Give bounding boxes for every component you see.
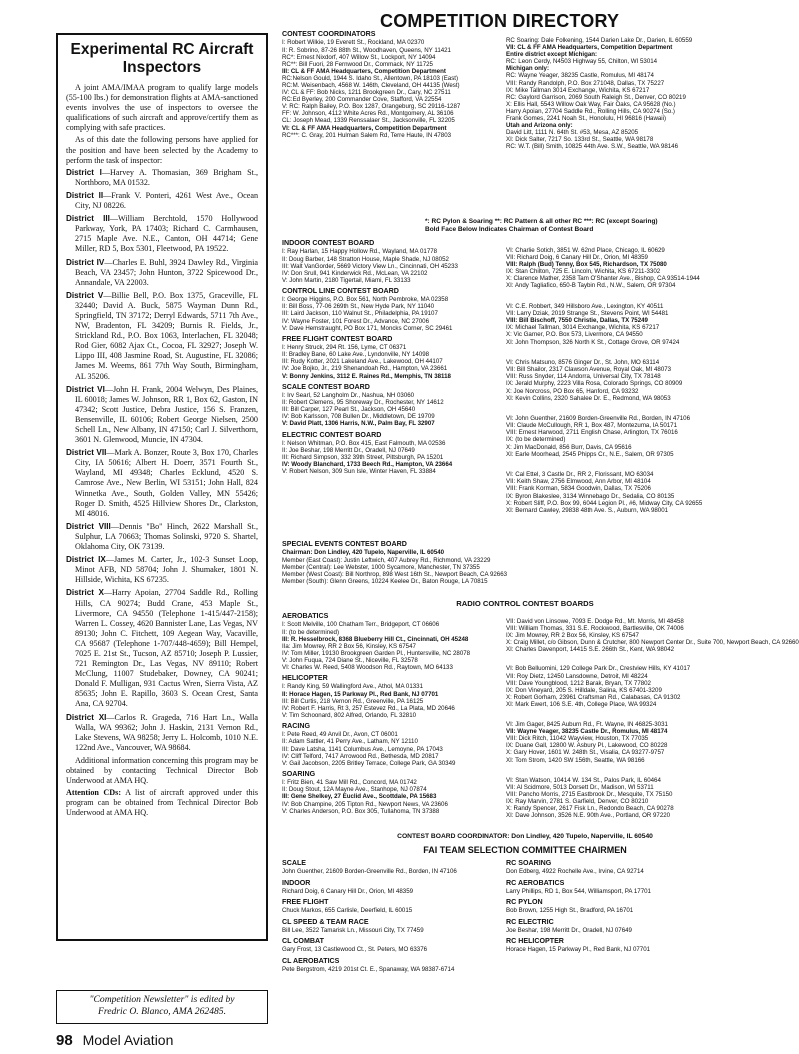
- district-text: —Billie Bell, P.O. Box 1375, Graceville, FL 32440; David A. Buck, 5875 Wayman Dunn Rd., Springfield, TN 37172; Derryl Edwards, 5711 7th Ave., NW, Bradenton, FL 34209; Burnis R. Fields, Jr., Strickland Rd., P.O. Box 1063, Interlachen, FL 32048; Rod Gier, 6082 Ajax Ct., Cocoa, FL 32927; Joseph W. Lippo III, 408 Jasmine Road, St. Augustine, FL 32086; James M. Weems, 861 77th Way South, Birmingham, AL 35206.: [75, 290, 258, 381]
- district-entry: [66, 291, 258, 382]
- rc-board-line: VIII: Dick Ritch, 11042 Wayview, Houston, TX 77035: [506, 735, 649, 743]
- coordinator-line: II: R. Sobrino, 87-26 88th St., Woodhaven, Queens, NY 11421: [282, 46, 451, 54]
- board-member-line: IV: Woody Blanchard, 1733 Beech Rd., Hampton, VA 23664: [282, 461, 453, 469]
- board-member-line: I: Henry Struck, 294 Rt. 156, Lyme, CT 06371: [282, 344, 407, 352]
- rc-board-line: VIII: Dave Youngblood, 1212 Barak, Bryan, TX 77802: [506, 679, 651, 687]
- rc-board-line: IV: Tom Miller, 19130 Brookgreen Garden Pl., Huntersville, NC 28078: [282, 649, 471, 657]
- fai-chairman: Gary Frost, 13 Castlewood Ct., St. Peters, MO 63376: [282, 946, 428, 954]
- rc-board-line: IX: Ray Marvin, 2781 S. Garfield, Denver, CO 80210: [506, 797, 649, 805]
- coordinator-line: Harry Apoian, 27704 Saddle Rd., Rolling Hills, CA 90274 (So.): [506, 107, 675, 115]
- special-events-line: Member (South): Glenn Greens, 10224 Keelee Dr., Baton Rouge, LA 70815: [282, 577, 488, 585]
- rc-board-line: V: Gail Jacobson, 2205 Britley Terrace, College Park, GA 30349: [282, 759, 456, 767]
- credit-line-2: Fredric O. Blanco, AMA 262485.: [98, 1005, 226, 1017]
- board-member-line: II: Joe Beshar, 198 Merritt Dr., Oradell, NJ 07649: [282, 447, 415, 454]
- district-name: District III: [66, 214, 110, 224]
- district-name: District IV: [66, 257, 105, 267]
- inspectors-box: [56, 33, 268, 941]
- chairman-note: Bold Face Below Indicates Chairman of Contest Board: [425, 226, 594, 233]
- board-member-line: VII: Keith Shaw, 2756 Elmwood, Ann Arbor, MI 48104: [506, 478, 651, 486]
- district-entry: [66, 385, 258, 446]
- board-member-line: III: Laird Jackson, 110 Walnut St., Philadelphia, PA 19107: [282, 310, 438, 318]
- board-member-line: XI: Earle Moorhead, 2545 Phipps Cr., N.E., Salem, OR 97305: [506, 450, 674, 458]
- district-text: —Carlos R. Grageda, 716 Hart Ln., Walla Walla, WA 99362; John J. Haskin, 2131 Vernon Rd., Lake Stevens, WA 98258; Jerry L. Holcomb, 1010 N.E. 122nd Ave., Vancouver, WA 98684.: [75, 712, 258, 752]
- boards-left-list: [282, 239, 504, 475]
- board-member-line: IV: Bob Karlsson, 708 Bullen Dr., Middletown, DE 19709: [282, 413, 435, 421]
- fai-left: [282, 856, 504, 1036]
- fai-left-list: [282, 859, 504, 973]
- rc-board-line: IX: Duane Gall, 12800 W. Asbury Pl., Lakewood, CO 80228: [506, 742, 668, 750]
- board-member-line: XI: John Thompson, 326 North K St., Cottage Grove, OR 97424: [506, 338, 680, 346]
- rc-board-line: VI: Charles W. Reed, 5408 Woodson Rd., Raytown, MO 64133: [282, 663, 453, 671]
- board-member-line: VI: John Guenther, 21609 Borden-Greenville Rd., Borden, IN 47106: [506, 415, 690, 423]
- credit-line-1: "Competition Newsletter" is edited by: [89, 994, 235, 1005]
- board-member-line: III: Bill Carper, 127 Pearl St., Jackson, OH 45640: [282, 406, 416, 414]
- rc-board-heading: SOARING: [282, 769, 316, 778]
- rc-board-line: V: Tim Schoonard, 802 Alfred, Orlando, FL 32810: [282, 711, 417, 719]
- page-number: 98: [56, 1032, 73, 1049]
- district-entry: [66, 214, 258, 254]
- fai-right: [506, 856, 768, 1036]
- rc-group-spacer: [506, 653, 768, 665]
- rc-board-line: III: Bill Curtis, 218 Vernon Rd., Greenville, PA 16125: [282, 697, 424, 705]
- district-list: [66, 168, 258, 753]
- fai-heading: RC SOARING: [506, 859, 552, 867]
- fai-heading: RC AEROBATICS: [506, 878, 565, 887]
- district-name: District I: [66, 167, 102, 177]
- coordinator-line: Utah and Arizona only:: [506, 122, 573, 130]
- rc-board-line: X: Randy Spencer, 2617 Fisk Ln., Redondo Beach, CA 90278: [506, 804, 674, 812]
- rc-board-heading: AEROBATICS: [282, 612, 329, 620]
- district-text: —Harry Apoian, 27704 Saddle Rd., Rolling Hills, CA 90274; Budd Crane, 453 Maple St., Livermore, CA 94550 (Telephone 1-415/447-2158); Warren L. Cossey, 4620 Bannister Lane, Las Vegas, NV 89130; John C. Fitchett, 109 Aegean Way, Vacaville, CA 95687 (Telephone 1-707/448-4659); Bill Hempel, 7025 E. 21st St., Tucson, AZ 85710; Joseph P. Lussier, 721 Remington Dr., Las Vegas, NV 89110; Robert McClung, 11007 Studebaker, Downey, CA 90241; Donald F. Mulligan, 931 Cactus Wren, Sierra Vista, AZ 85635; John E. Rapillo, 3603 S. Ocean Crest, Santa Ana, CA 92704.: [75, 588, 258, 709]
- rc-boards-right-list: [506, 618, 799, 820]
- contest-board-coordinator: CONTEST BOARD COORDINATOR: Don Lindley, 420 Tupelo, Naperville, IL 60540: [397, 833, 653, 840]
- fai-heading: SCALE: [282, 859, 307, 867]
- board-member-line: X: Vic Garner, P.O. Box 573, Livermore, CA 94550: [506, 331, 643, 339]
- board-member-line: VII: Larry Dziak, 2019 Strange St., Stevens Point, WI 54481: [506, 310, 669, 318]
- board-member-line: XI: Andy Tagliafico, 650-B Taybin Rd., N.W., Salem, OR 97304: [506, 282, 676, 290]
- inspectors-intro: A joint AMA/IMAA program to qualify large models (55-100 lbs.) for demonstration flights at AMA-sanctioned events involves the use of inspectors to oversee the qualifications of such aircraft and approve/certify them as complying with safe practices.: [66, 83, 258, 133]
- rc-board-line: VII: David von Linsowe, 7093 E. Dodge Rd., Mt. Morris, MI 48458: [506, 618, 684, 625]
- district-entry: [66, 191, 258, 211]
- board-heading: ELECTRIC CONTEST BOARD: [282, 430, 382, 439]
- fai-heading: RC PYLON: [506, 898, 543, 906]
- coordinator-line: III: CL & FF AMA Headquarters, Competition Department: [282, 67, 446, 75]
- district-entry: [66, 448, 258, 519]
- board-member-line: VI: C.E. Robbert, 349 Hillsboro Ave., Lexington, KY 40511: [506, 303, 664, 311]
- coordinator-line: CL: Joseph Mead, 1339 Renssalaer St., Jacksonville, FL 32205: [282, 117, 455, 125]
- board-member-line: V: Bonny Jenkins, 3112 E. Raines Rd., Memphis, TN 38118: [282, 372, 451, 380]
- rc-board-line: XI: Dave Johnson, 3526 N.E. 90th Ave., Portland, OR 97220: [506, 812, 671, 820]
- district-text: —Frank V. Ponteri, 4261 West Ave., Ocean City, NJ 08226.: [75, 190, 259, 211]
- rc-group-spacer: [506, 764, 768, 777]
- coordinator-line: Michigan only:: [506, 65, 549, 73]
- coordinator-line: RC: Gaylord Garrison, 2069 South Raleigh St., Denver, CO 80219: [506, 93, 686, 101]
- rc-board-line: V: Charles Anderson, P.O. Box 305, Tullahoma, TN 37388: [282, 807, 440, 815]
- rc-board-line: VIII: Pancho Morris, 2715 Eastbrook Dr., Mesquite, TX 75150: [506, 790, 673, 798]
- board-heading: CONTROL LINE CONTEST BOARD: [282, 286, 399, 295]
- special-events-heading: SPECIAL EVENTS CONTEST BOARD: [282, 540, 407, 548]
- board-member-line: XI: Kevin Collins, 2320 Sahalee Dr. E., Redmond, WA 98053: [506, 394, 671, 402]
- coordinator-line: VII: CL & FF AMA Headquarters, Competition Department: [506, 44, 673, 52]
- district-text: —Mark A. Bonzer, Route 3, Box 170, Charles City, IA 50616; Albert H. Doerr, 3571 Fourth St., Wayland, MI 49348; Charles Ecklund, 4520 S. Camrose Ave., New Berlin, WI 53151; John Hall, 824 Winnetka Ave., South, Golden Valley, MN 55426; Roger D. Smith, 4525 Hillview Shores Dr., Clarkston, MI 48016.: [75, 448, 258, 518]
- board-member-line: VII: Claude McCullough, RR 1, Box 487, Montezuma, IA 50171: [506, 422, 678, 430]
- district-text: —James M. Carter, Jr., 102-3 Sunset Loop, Minot AFB, ND 58704; John J. Shumaker, 1801 N. Hillside, Wichita, KS 67235.: [75, 555, 258, 585]
- newsletter-credit: [56, 990, 268, 1024]
- rc-board-line: II: Horace Hagen, 15 Parkway Pl., Red Bank, NJ 07701: [282, 690, 439, 698]
- coordinator-line: VIII: Randy Randolph, P.O. Box 271048, Dallas, TX 75227: [506, 79, 665, 87]
- rc-board-line: II: Adam Sattler, 41 Perry Ave., Latham, NY 12110: [282, 738, 418, 746]
- fai-chairman: Joe Beshar, 198 Merritt Dr., Oradell, NJ 07649: [506, 926, 632, 934]
- special-events: [282, 540, 768, 602]
- district-entry: [66, 258, 258, 288]
- rc-board-line: IV: Robert F. Harris, Rt 3, 257 Estevez Rd., La Plata, MD 20646: [282, 704, 455, 712]
- district-entry: [66, 713, 258, 753]
- rc-board-line: III: R. Hesselbrock, 8368 Blueberry Hill Ct., Cincinnati, OH 45248: [282, 635, 469, 643]
- coordinator-line: RC:M. Weisenbach, 4568 W. 146th, Cleveland, OH 44135 (West): [282, 81, 460, 89]
- board-member-line: V: Robert Nelson, 309 Sun Isle, Winter Haven, FL 33884: [282, 468, 436, 476]
- board-member-line: VIII: Ralph (Bud) Tenny, Box 545, Richardson, TX 75080: [506, 261, 667, 269]
- district-name: District VI: [66, 384, 105, 394]
- coordinator-line: RC: Wayne Yeager, 38235 Castle, Romulus, MI 48174: [506, 72, 654, 80]
- rc-boards-right: [506, 618, 799, 840]
- rc-board-line: X: Gary Hover, 1601 W. 248th St., Visalia, CA 93277-9757: [506, 749, 665, 757]
- fai-heading: FREE FLIGHT: [282, 898, 329, 906]
- boards-left: [282, 236, 504, 556]
- district-text: —Harvey A. Thomasian, 369 Brigham St., Northboro, MA 01532.: [75, 167, 259, 187]
- coordinator-line: I: Robert Wilkie, 19 Everett St., Rockland, MA 02370: [282, 39, 425, 47]
- district-entry: [66, 522, 258, 552]
- board-member-line: IV: Joe Bojko, Jr., 219 Shenandoah Rd., Hampton, VA 23661: [282, 365, 448, 373]
- district-text: —Charles E. Buhl, 3924 Dawley Rd., Virginia Beach, VA 23457; John Hunton, 3722 Spicewood Dr., Annandale, VA 22003.: [75, 257, 258, 287]
- rc-board-line: IV: Cliff Telford, 7417 Arrowood Rd., Bethesda, MD 20817: [282, 752, 439, 760]
- board-member-line: V: Dave Hemstraught, PO Box 171, Moncks Corner, SC 29461: [282, 324, 453, 332]
- fai-heading: CL COMBAT: [282, 937, 324, 945]
- fai-heading: INDOOR: [282, 878, 311, 887]
- rc-board-heading: RACING: [282, 721, 310, 730]
- board-member-line: X: Jim MacDonald, 856 Burr, Davis, CA 95616: [506, 443, 632, 451]
- coordinator-line: V: RC: Ralph Bailey, P.O. Box 1287, Orangeburg, SC 29116-1287: [282, 103, 461, 111]
- board-member-line: VIII: Bill Bischoff, 7550 Christie, Dallas, TX 75249: [506, 317, 648, 325]
- district-text: —William Berchtold, 1570 Hollywood Parkway, York, PA 17403; Richard C. Carmhausen, 2715 Maple Ave. N.E., Canton, OH 44714; Gene Miller, RD 5, Box 5301, Fleetwood, PA 19522.: [75, 214, 258, 254]
- board-member-line: VIII: Ernest Harwood, 2711 English Chase, Arlington, TX 76016: [506, 429, 678, 437]
- rc-board-line: III: Gene Shelkey, 27 Euclid Ave., Scottdale, PA 15683: [282, 793, 437, 801]
- special-events-line: Member (East Coast): Justin Leftwich, 407 Aubrey Rd., Richmond, VA 23229: [282, 556, 491, 564]
- rc-board-line: XI: Charles Davenport, 14415 S.E. 266th St., Kent, WA 98042: [506, 646, 675, 654]
- rc-boards-left-list: [282, 612, 504, 815]
- rc-board-line: I: Randy King, 59 Wallingford Ave., Athol, MA 01331: [282, 683, 423, 691]
- coordinator-line: David Litt, 1111 N. 64th St. #53, Mesa, AZ 85205: [506, 129, 639, 137]
- board-heading: SCALE CONTEST BOARD: [282, 382, 370, 391]
- board-member-line: I: Irv Searl, 52 Langholm Dr., Nashua, NH 03060: [282, 392, 415, 400]
- board-group-spacer: [506, 346, 768, 360]
- rc-boards-title: RADIO CONTROL CONTEST BOARDS: [456, 599, 594, 608]
- coordinators-footnote: *: RC Pylon & Soaring **: RC Pattern & all other RC ***: RC (except Soaring): [425, 218, 658, 225]
- attention-text: A list of aircraft approved under this program can be obtained from Technical Director Bob Underwood at AMA HQ.: [66, 788, 259, 818]
- board-member-line: IX: Michael Tallman, 3014 Exchange, Wichita, KS 67217: [506, 324, 660, 332]
- district-entry: [66, 555, 258, 585]
- rc-board-line: V: John Fuqua, 724 Diane St., Niceville, FL 32578: [282, 656, 418, 664]
- coordinator-line: Frank Gomes, 2241 Noah St., Honolulu, HI 96816 (Hawaii): [506, 115, 667, 123]
- rc-board-line: VII: Roy Dietz, 12450 Lansdowne, Detroit, MI 48224: [506, 672, 648, 680]
- special-events-line: Member (West Coast): Bill Northrop, 898 West 16th St., Newport Beach, CA 92663: [282, 570, 508, 578]
- coordinator-line: IX: Mike Tallman 3014 Exchange, Wichita, KS 67217: [506, 86, 650, 94]
- rc-board-line: IX: Jim Mowrey, RR 2 Box 56, Kinsley, KS 67547: [506, 632, 639, 640]
- fai-chairman: Horace Hagen, 15 Parkway Pl., Red Bank, NJ 07701: [506, 946, 651, 954]
- rc-group-spacer: [506, 708, 768, 721]
- fai-chairman: Chuck Markos, 655 Carlisle, Deerfield, IL 60015: [282, 907, 413, 915]
- board-member-line: IV: Don Srull, 941 Kinderwick Rd., McLean, VA 22102: [282, 269, 428, 277]
- board-member-line: VIII: Russ Snyder, 114 Andorra, Universal City, TX 78148: [506, 373, 661, 381]
- board-member-line: III: Rudy Kotter, 2021 Lakeland Ave., Lakewood, OH 44107: [282, 358, 443, 366]
- coordinator-line: RC:Nelson Gould, 1944 S. Idaho St., Allentown, PA 18103 (East): [282, 74, 459, 82]
- board-heading: INDOOR CONTEST BOARD: [282, 239, 375, 247]
- board-member-line: IX: Byron Blakeslee, 3134 Winnebago Dr., Sedalia, CO 80135: [506, 492, 675, 500]
- magazine-name: Model Aviation: [82, 1032, 174, 1048]
- rc-board-line: VII: Wayne Yeager, 38235 Castle Dr., Romulus, MI 48174: [506, 728, 668, 736]
- coordinators-heading: CONTEST COORDINATORS: [282, 30, 376, 38]
- coordinator-line: VI: CL & FF AMA Headquarters, Competition Department: [282, 124, 447, 132]
- fai-chairman: Larry Phillips, RD 1, Box 544, Williamsport, PA 17701: [506, 887, 651, 895]
- page-title: COMPETITION DIRECTORY: [380, 11, 620, 31]
- coordinator-line: Entire district except Michigan:: [506, 51, 598, 59]
- rc-board-line: II: Doug Stout, 12A Mayne Ave., Stanhope, NJ 07874: [282, 786, 427, 794]
- fai-title: FAI TEAM SELECTION COMMITTEE CHAIRMEN: [423, 845, 627, 855]
- board-member-line: X: Joe Norcross, PO Box 65, Hanford, CA 93232: [506, 387, 639, 395]
- board-member-line: II: Doug Barber, 148 Stratton House, Maple Shade, NJ 08052: [282, 255, 449, 263]
- rc-board-line: I: Fritz Bien, 41 Saw Mill Rd., Concord, MA 01742: [282, 779, 417, 787]
- rc-board-line: IV: Bob Champine, 205 Tipton Rd., Newport News, VA 23606: [282, 800, 448, 808]
- rc-board-line: VI: Jim Gager, 8425 Auburn Rd., Ft. Wayne, IN 46825-3031: [506, 721, 668, 729]
- board-member-line: IX: (to be determined): [506, 436, 566, 444]
- rc-board-line: XI: Mark Ewert, 106 S.E. 4th, College Place, WA 99324: [506, 700, 657, 708]
- rc-board-line: VI: Stan Watson, 10414 W. 134 St., Palos Park, IL 60464: [506, 776, 661, 784]
- fai-heading: RC HELICOPTER: [506, 937, 564, 945]
- board-group-spacer: [506, 458, 768, 472]
- rc-board-line: VII: Al Scidmore, 5013 Dorsett Dr., Madison, WI 53711: [506, 783, 654, 791]
- district-name: District XI: [66, 712, 107, 722]
- district-name: District VIII: [66, 521, 111, 531]
- coordinators-right-list: [506, 37, 768, 151]
- coordinator-line: RC: Leon Cerdy, N4503 Highway 55, Chilton, WI 53014: [506, 58, 658, 66]
- page-footer: [56, 1032, 173, 1049]
- inspectors-intro-2: As of this date the following persons have applied for the position and have been selected by the Academy to perform the task of inspector:: [66, 135, 258, 165]
- board-member-line: I: Nelson Whitman, P.O. Box 415, East Falmouth, MA 02536: [282, 439, 446, 447]
- coordinators-right: [506, 37, 768, 217]
- board-heading: FREE FLIGHT CONTEST BOARD: [282, 334, 393, 343]
- coordinator-line: RC*: Ernest Nixdorf, 407 Willow St., Lockport, NY 14094: [282, 53, 436, 61]
- board-member-line: II: Bill Boss, 77-06 269th St., New Hyde Park, NY 11040: [282, 303, 435, 311]
- coordinator-line: IV: CL & FF: Bob Nicks, 1211 Brookgreen Dr., Cary, NC 27511: [282, 89, 451, 97]
- board-member-line: X: Clarence Mather, 2358 Tam O'Shanter Ave., Bishop, CA 93514-1944: [506, 275, 700, 283]
- coordinator-line: RC Soaring: Dale Folkening, 1544 Darien Lake Dr., Darien, IL 60559: [506, 37, 693, 44]
- district-text: —Dennis "Bo" Hinch, 2622 Marshall St., Sulphur, LA 70663; Thomas Solinski, 9720 S. Shartel, Oklahoma City, OK 73139.: [75, 521, 258, 552]
- board-member-line: VI: Chris Matsuno, 8576 Ginger Dr., St. John, MO 63114: [506, 359, 660, 367]
- district-name: District II: [66, 190, 104, 200]
- coordinators-left: [282, 30, 504, 230]
- rc-board-line: XI: Tom Strom, 1420 SW 156th, Seattle, WA 98166: [506, 756, 645, 764]
- board-member-line: V: David Platt, 1306 Harris, N.W., Palm Bay, FL 32907: [282, 420, 435, 428]
- rc-board-line: VI: Bob Belluomini, 129 College Park Dr., Crestview Hills, KY 41017: [506, 665, 691, 673]
- board-member-line: XI: Bernard Cawley, 29838 48th Ave. S., Auburn, WA 98001: [506, 506, 669, 514]
- board-member-line: IX: Stan Chilton, 725 E. Lincoln, Wichita, KS 67211-3302: [506, 268, 661, 276]
- board-member-line: II: Robert Clemens, 95 Shoreway Dr., Rochester, NY 14612: [282, 399, 444, 407]
- fai-chairman: Pete Bergstrom, 4219 201st Ct. E., Spanaway, WA 98387-6714: [282, 965, 455, 973]
- district-entry: [66, 168, 258, 188]
- rc-board-line: IX: Don Vineyard, 205 S. Hilldale, Salina, KS 67401-3209: [506, 686, 662, 694]
- rc-board-line: VIII: William Thomas, 331 S.E. Rockwood, Bartlesville, OK 74006: [506, 625, 684, 633]
- coordinator-line: X: Ellis Hall, 5543 Willow Oak Way, Fair Oaks, CA 95628 (No.): [506, 100, 676, 108]
- special-events-line: Member (Central): Lee Webster, 1000 Sycamore, Manchester, TN 37355: [282, 563, 480, 571]
- attention-cds: [66, 788, 258, 818]
- board-member-line: IX: Jerald Murphy, 2223 Villa Rosa, Colorado Springs, CO 80909: [506, 380, 683, 388]
- rc-board-line: I: Scott Melville, 100 Chatham Terr., Bridgeport, CT 06606: [282, 621, 440, 629]
- board-member-line: VII: Bill Shailor, 2317 Clawson Avenue, Royal Oak, MI 48073: [506, 366, 672, 374]
- coordinators-left-list: [282, 39, 504, 138]
- inspectors-title: Experimental RC Aircraft Inspectors: [70, 41, 254, 76]
- fai-right-list: [506, 859, 768, 954]
- boards-right: [506, 247, 768, 567]
- coordinator-line: RC**: Bill Fuori, 28 Fernwood Dr., Commack, NY 11725: [282, 60, 433, 68]
- rc-board-line: X: Robert Gorham, 23961 Craftsman Rd., Calabasas, CA 91302: [506, 693, 681, 701]
- attention-label: Attention CDs:: [66, 788, 122, 798]
- rc-board-line: I: Pete Reed, 49 Anvil Dr., Avon, CT 06001: [282, 731, 398, 739]
- coordinator-line: RC:Ed Byerley, 200 Commander Cove, Stafford, VA 22554: [282, 96, 442, 104]
- board-member-line: IV: Wayne Foster, 101 Forest Dr., Advance, NC 27006: [282, 317, 429, 325]
- fai-heading: RC ELECTRIC: [506, 917, 554, 926]
- board-member-line: VII: Richard Doig, 6 Canary Hill Dr., Orion, MI 48359: [506, 254, 648, 262]
- board-group-spacer: [506, 402, 768, 416]
- board-member-line: VI: Charlie Sotich, 3851 W. 62nd Place, Chicago, IL 60629: [506, 247, 665, 254]
- rc-boards-left: [282, 609, 504, 837]
- board-member-line: III: Walt VanGorder, 5669 Victory View Ln., Cincinnati, OH 45233: [282, 262, 458, 270]
- rc-board-line: IIa: Jim Mowrey, RR 2 Box 56, Kinsley, KS 67547: [282, 642, 416, 650]
- fai-chairman: Don Edberg, 4922 Rochelle Ave., Irvine, CA 92714: [506, 868, 644, 876]
- coordinator-line: XI: Dick Salter, 7217 So. 133rd St., Seattle, WA 98178: [506, 136, 654, 144]
- rc-board-line: II: (to be determined): [282, 628, 339, 636]
- fai-chairman: John Guenther, 21609 Borden-Greenville Rd., Borden, IN 47106: [282, 868, 457, 876]
- board-member-line: I: George Higgins, P.O. Box 561, North Pembroke, MA 02358: [282, 296, 449, 304]
- board-member-line: V: John Martin, 2180 Tigertail, Miami, FL 33133: [282, 276, 411, 284]
- district-text: —John H. Frank, 2004 Welwyn, Des Plaines, IL 60018; James W. Johnson, RR 1, Box 62, Gaston, IN 47342; Scott Justice, Debra Justice, 156 S. Franzen, Bensenville, IL 60106; Robert George Nielsen, 2500 Schell Ln., New Albany, IN 47150; Carl J. Silverthorn, 3601 N. Glenwood, Muncie, IN 47304.: [75, 384, 258, 445]
- board-member-line: II: Bradley Bane, 60 Lake Ave., Lyndonville, NY 14098: [282, 351, 430, 359]
- board-member-line: I: Ray Harlan, 15 Happy Hollow Rd., Wayland, MA 01778: [282, 248, 438, 256]
- boards-right-list: [506, 247, 768, 514]
- coordinator-line: RC: W.T. (Bill) Smith, 10825 44th Ave. S.W., Seattle, WA 98146: [506, 143, 679, 151]
- special-events-line: Chairman: Don Lindley, 420 Tupelo, Naperville, IL 60540: [282, 549, 445, 557]
- district-entry: [66, 588, 258, 709]
- board-member-line: VI: Cal Ettel, 3 Castle Dr., RR 2, Florissant, MO 63034: [506, 471, 654, 479]
- board-member-line: VIII: Frank Korman, 5834 Goodwin, Dallas, TX 75206: [506, 485, 651, 493]
- rc-board-line: X: Craig Millet, c/o Gibson, Dunn & Crutcher, 800 Newport Center Dr., Suite 700, Newport Beach, CA 92660: [506, 639, 799, 647]
- rc-board-line: III: Dave Latsha, 1141 Columbus Ave., Lemoyne, PA 17043: [282, 745, 443, 753]
- fai-chairman: Richard Doig, 6 Canary Hill Dr., Orion, MI 48359: [282, 887, 414, 895]
- district-name: District IX: [66, 555, 106, 565]
- rc-board-heading: HELICOPTER: [282, 674, 328, 683]
- board-member-line: III: Richard Simpson, 332 39th Street, Pittsburgh, PA 15201: [282, 454, 444, 462]
- fai-chairman: Bob Brown, 1255 High St., Bradford, PA 16701: [506, 907, 634, 915]
- fai-chairman: Bill Lee, 3522 Tamarisk Ln., Missouri City, TX 77459: [282, 926, 424, 934]
- coordinator-line: RC***: C. Gray, 201 Hulman Salem Rd, Terre Haute, IN 47803: [282, 131, 452, 139]
- district-name: District V: [66, 290, 104, 300]
- fai-heading: CL AEROBATICS: [282, 956, 340, 965]
- district-name: District VII: [66, 448, 107, 458]
- special-events-list: [282, 549, 768, 584]
- additional-info: Additional information concerning this program may be obtained by contacting Technical Director Bob Underwood at AMA HQ.: [66, 755, 258, 786]
- board-member-line: X: Robert Sliff, P.O. Box 99, 6044 Legion Pl., #6, Midway City, CA 92655: [506, 499, 703, 507]
- board-group-spacer: [506, 290, 768, 304]
- fai-heading: CL SPEED & TEAM RACE: [282, 917, 369, 926]
- district-name: District X: [66, 588, 104, 598]
- coordinator-line: FF: W. Johnson, 4112 White Acres Rd., Montgomery, AL 36106: [282, 110, 454, 118]
